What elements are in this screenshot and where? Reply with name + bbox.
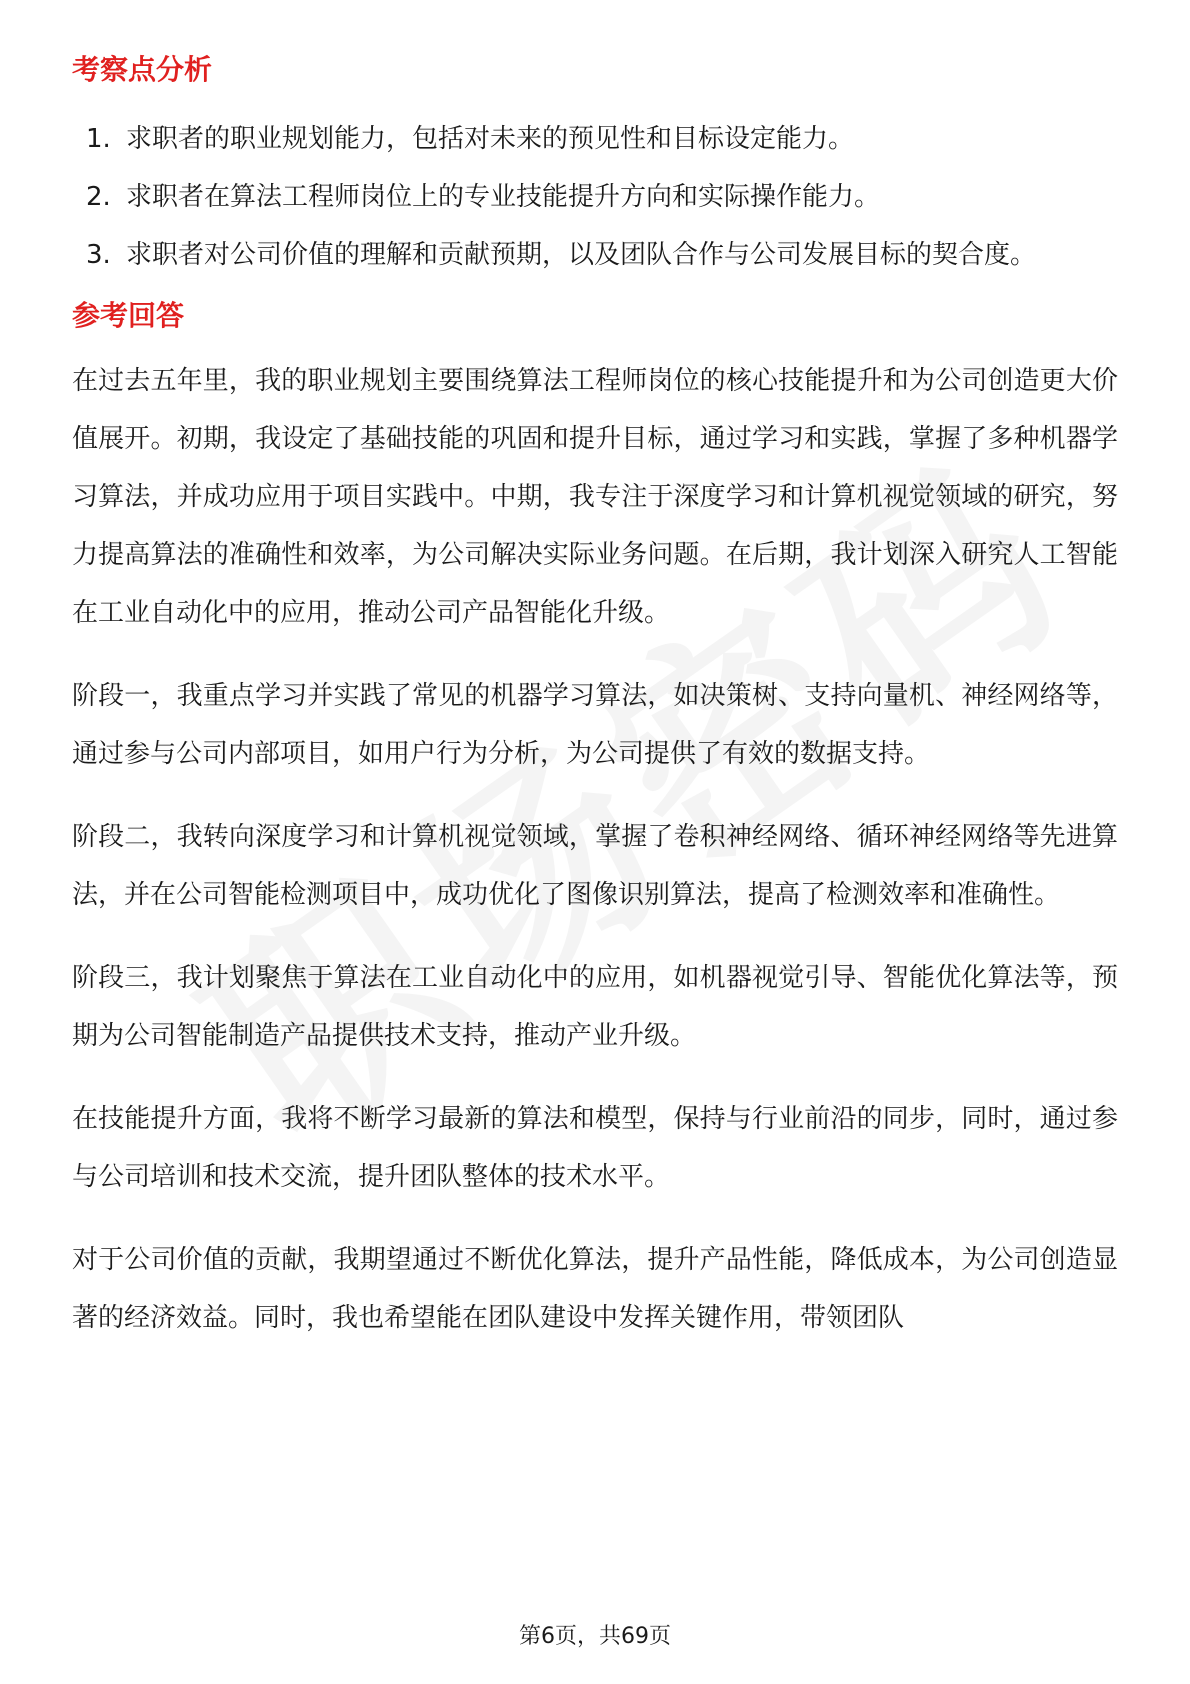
page-content xyxy=(72,50,1118,1372)
list-item xyxy=(72,226,1118,284)
answer-paragraph: 阶段二，我转向深度学习和计算机视觉领域，掌握了卷积神经网络、循环神经网络等先进算法，并在公司智能检测项目中，成功优化了图像识别算法，提高了检测效率和准确性。 xyxy=(72,822,1118,910)
answer-paragraph: 在技能提升方面，我将不断学习最新的算法和模型，保持与行业前沿的同步，同时，通过参与公司培训和技术交流，提升团队整体的技术水平。 xyxy=(72,1104,1118,1192)
list-item xyxy=(72,110,1118,168)
list-item xyxy=(72,168,1118,226)
answer-paragraph: 在过去五年里，我的职业规划主要围绕算法工程师岗位的核心技能提升和为公司创造更大价值展开。初期，我设定了基础技能的巩固和提升目标，通过学习和实践，掌握了多种机器学习算法，并成功应用于项目实践中。中期，我专注于深度学习和计算机视觉领域的研究，努力提高算法的准确性和效率，为公司解决实际业务问题。在后期，我计划深入研究人工智能在工业自动化中的应用，推动公司产品智能化升级。 xyxy=(72,366,1118,628)
analysis-heading: 考察点分析 xyxy=(72,53,213,86)
list-item-number: 3. xyxy=(86,240,111,270)
list-item-text: 求职者对公司价值的理解和贡献预期，以及团队合作与公司发展目标的契合度。 xyxy=(126,240,1037,270)
page-number: 第6页，共69页 xyxy=(519,1624,671,1649)
list-item-text: 求职者的职业规划能力，包括对未来的预见性和目标设定能力。 xyxy=(126,124,855,154)
answer-heading: 参考回答 xyxy=(72,299,185,332)
answer-paragraph: 阶段三，我计划聚焦于算法在工业自动化中的应用，如机器视觉引导、智能优化算法等，预期为公司智能制造产品提供技术支持，推动产业升级。 xyxy=(72,963,1118,1051)
answer-paragraph: 阶段一，我重点学习并实践了常见的机器学习算法，如决策树、支持向量机、神经网络等，通过参与公司内部项目，如用户行为分析，为公司提供了有效的数据支持。 xyxy=(72,681,1118,769)
list-item-text: 求职者在算法工程师岗位上的专业技能提升方向和实际操作能力。 xyxy=(126,182,881,212)
list-item-number: 1. xyxy=(86,124,111,154)
answer-paragraph: 对于公司价值的贡献，我期望通过不断优化算法，提升产品性能，降低成本，为公司创造显著的经济效益。同时，我也希望能在团队建设中发挥关键作用，带领团队 xyxy=(72,1245,1118,1333)
list-item-number: 2. xyxy=(86,182,111,212)
analysis-list xyxy=(72,110,1118,284)
